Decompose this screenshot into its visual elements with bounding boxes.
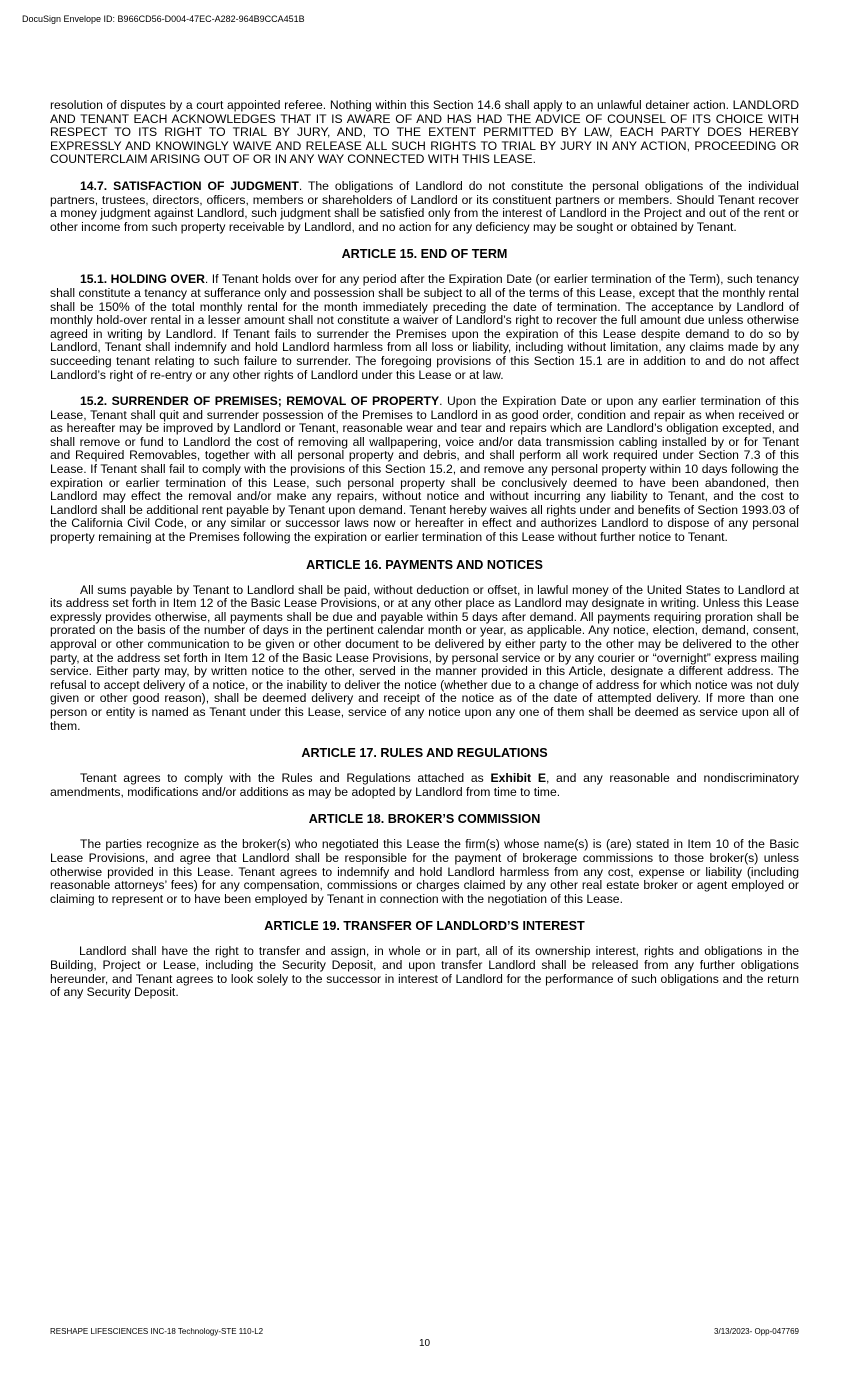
section-15-2 [50,395,799,545]
section-15-2-text: . Upon the Expiration Date or upon any earlier termination of this Lease, Tenant shall quit and surrender possession of the Premises to Landlord in as good order, condition and repair as when received or as hereafter may be improved by Landlord or Tenant, reasonable wear and tear and repairs which are Landlord’s obligation excepted, and shall remove or fund to Landlord the cost of removing all wallpapering, voice and/or data transmission cabling installed by or for Tenant and Required Removables, together with all personal property and debris, and shall perform all work required under Section 7.3 of this Lease. If Tenant shall fail to comply with the provisions of this Section 15.2, and remove any personal property within 10 days following the expiration or earlier termination of this Lease, such personal property shall be conclusively deemed to have been abandoned, then Landlord may effect the removal and/or make any repairs, without notice and without incurring any liability to Tenant, and the cost to Landlord shall be additional rent payable by Tenant upon demand. Tenant hereby waives all rights under and benefits of Section 1993.03 of the California Civil Code, or any similar or successor laws now or hereafter in effect and authorizes Landlord to dispose of any personal property remaining at the Premises following the expiration or earlier termination of this Lease without further notice to Tenant. [50,394,799,545]
page-number: 10 [418,1338,431,1349]
article-19-text: Landlord shall have the right to transfer and assign, in whole or in part, all of its ownership interest, rights and obligations in the Building, Project or Lease, including the Security Deposit, and upon transfer Landlord shall be released from any further obligations hereunder, and Tenant agrees to look solely to the successor in interest of Landlord for the performance of such obligations and the return of any Security Deposit. [50,944,799,1000]
article-17-text [50,772,799,799]
section-15-1-text: . If Tenant holds over for any period after the Expiration Date (or earlier termination of the Term), such tenancy shall constitute a tenancy at sufferance only and possession shall be subject to all of the terms of this Lease, except that the monthly rental shall be 150% of the total monthly rental for the month immediately preceding the date of termination. The acceptance by Landlord of monthly hold-over rental in a lesser amount shall not constitute a waiver of Landlord’s right to recover the full amount due unless otherwise agreed in writing by Landlord. If Tenant fails to surrender the Premises upon the expiration of this Lease despite demand to do so by Landlord, Tenant shall indemnify and hold Landlord harmless from all loss or liability, including without limitation, any claims made by any succeeding tenant relating to such failure to surrender. The foregoing provisions of this Section 15.1 are in addition to and do not affect Landlord’s right of re-entry or any other rights of Landlord under this Lease or at law. [50,272,799,382]
footer-document-id: RESHAPE LIFESCIENCES INC-18 Technology-STE 110-L2 [50,1327,264,1336]
exhibit-e-reference: Exhibit E [490,771,546,786]
footer-date-opp: 3/13/2023- Opp-047769 [714,1327,799,1336]
article-15-title: ARTICLE 15. END OF TERM [341,247,508,262]
article-17-text-before: Tenant agrees to comply with the Rules and Regulations attached as [80,771,491,786]
article-16-text: All sums payable by Tenant to Landlord shall be paid, without deduction or offset, in lawful money of the United States to Landlord at its address set forth in Item 12 of the Basic Lease Provisions, or at any other place as Landlord may designate in writing. Unless this Lease expressly provides otherwise, all payments shall be due and payable within 5 days after demand. All payments requiring proration shall be prorated on the basis of the number of days in the pertinent calendar month or year, as applicable. Any notice, election, demand, consent, approval or other communication to be given or other document to be delivered by either party to the other may be delivered to the other party, at the address set forth in Item 12 of the Basic Lease Provisions, by personal service or by any courier or “overnight” express mailing service. Either party may, by written notice to the other, served in the manner provided in this Article, designate a different address. The refusal to accept delivery of a notice, or the inability to deliver the notice (whether due to a change of address for which notice was not duly given or other good reason), shall be deemed delivery and receipt of the notice as of the date of attempted delivery. If more than one person or entity is named as Tenant under this Lease, service of any notice upon any one of them shall be deemed as service upon all of them. [50,582,799,733]
article-17-text-after: , and any reasonable and nondiscriminatory amendments, modifications and/or additions as may be adopted by Landlord from time to time. [50,771,799,799]
article-16-title: ARTICLE 16. PAYMENTS AND NOTICES [306,557,543,572]
section-15-1 [50,273,799,382]
section-15-2-heading: 15.2. SURRENDER OF PREMISES; REMOVAL OF PROPERTY [80,394,440,409]
article-18-title: ARTICLE 18. BROKER’S COMMISSION [308,812,541,827]
article-17-title: ARTICLE 17. RULES AND REGULATIONS [301,746,548,761]
article-19-title: ARTICLE 19. TRANSFER OF LANDLORD’S INTEREST [264,919,585,934]
section-14-7-heading: 14.7. SATISFACTION OF JUDGMENT [80,178,299,193]
article-18-text: The parties recognize as the broker(s) who negotiated this Lease the firm(s) whose name(s) is (are) stated in Item 10 of the Basic Lease Provisions, and agree that Landlord shall be responsible for the payment of brokerage commissions to those broker(s) unless otherwise provided in this Lease. Tenant agrees to indemnify and hold Landlord harmless from any cost, expense or liability (including reasonable attorneys’ fees) for any compensation, commissions or charges claimed by any other real estate broker or agent employed or claiming to represent or to have been employed by Tenant in connection with the negotiation of this Lease. [50,837,799,906]
section-15-1-heading: 15.1. HOLDING OVER [80,272,205,287]
docusign-envelope-id: DocuSign Envelope ID: B966CD56-D004-47EC-A282-964B9CCA451B [22,14,305,24]
document-body [50,99,799,1013]
section-14-6-continuation: resolution of disputes by a court appointed referee. Nothing within this Section 14.6 shall apply to an unlawful detainer action. LANDLORD AND TENANT EACH ACKNOWLEDGES THAT IT IS AWARE OF AND HAS HAD THE ADVICE OF COUNSEL OF ITS CHOICE WITH RESPECT TO ITS RIGHT TO TRIAL BY JURY, AND, TO THE EXTENT PERMITTED BY LAW, EACH PARTY DOES HEREBY EXPRESSLY AND KNOWINGLY WAIVE AND RELEASE ALL SUCH RIGHTS TO TRIAL BY JURY IN ANY ACTION, PROCEEDING OR COUNTERCLAIM ARISING OUT OF OR IN ANY WAY CONNECTED WITH THIS LEASE. [50,98,799,167]
section-14-7 [50,180,799,234]
section-14-7-text: . The obligations of Landlord do not constitute the personal obligations of the individual partners, trustees, directors, officers, members or shareholders of Landlord or its constituent partners or members. Should Tenant recover a money judgment against Landlord, such judgment shall be satisfied only from the interest of Landlord in the Project and out of the rent or other income from such property receivable by Landlord, and no action for any deficiency may be sought or obtained by Tenant. [50,178,799,234]
